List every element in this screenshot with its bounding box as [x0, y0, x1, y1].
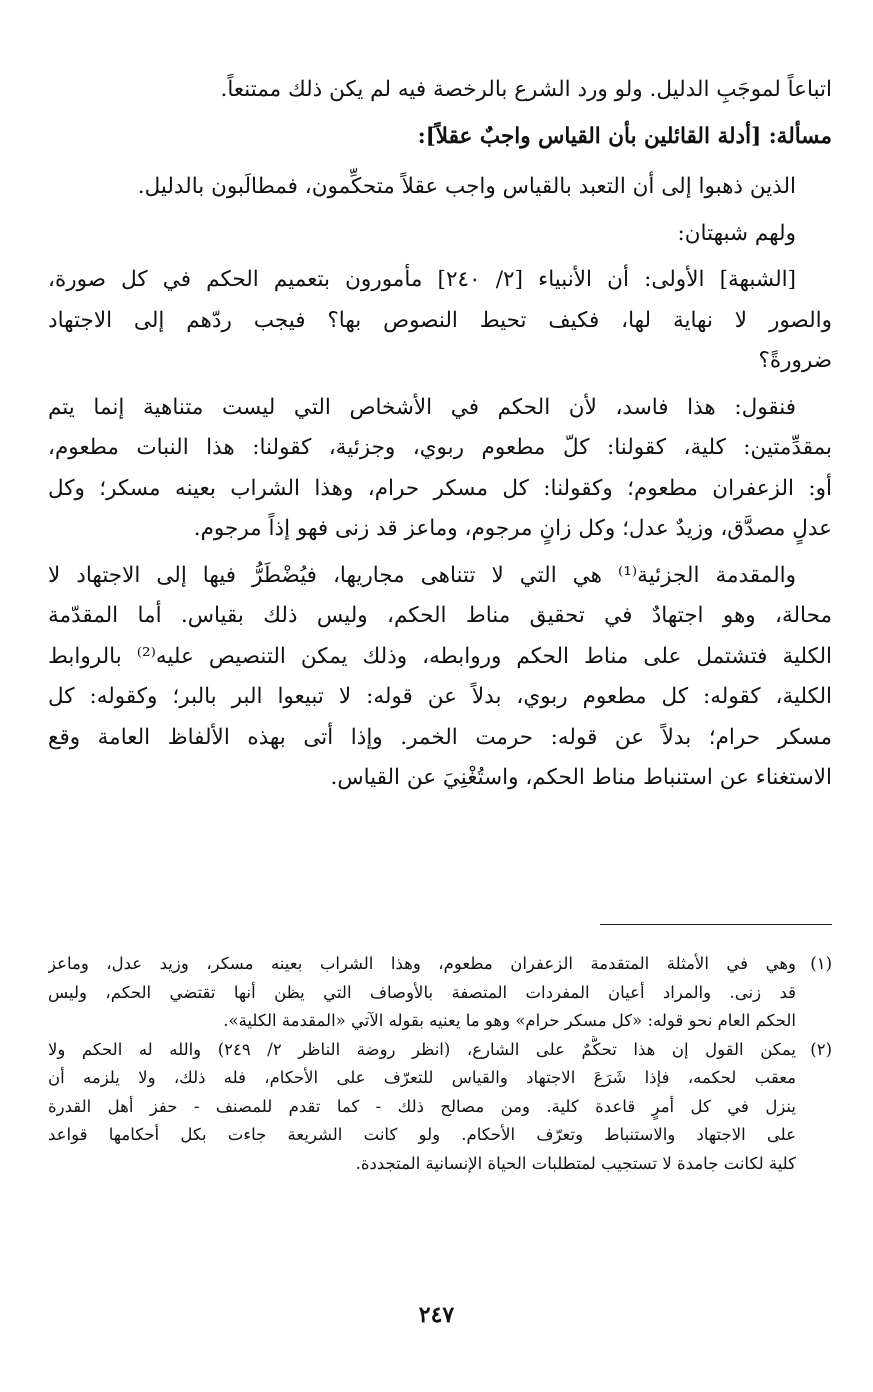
text-line: ضرورةً؟: [758, 348, 832, 373]
footnote-line: على الاجتهاد والاستنباط وتعرّف الأحكام. ولو كانت الشريعة جاءت بكل أحكامها قواعد: [48, 1125, 796, 1144]
page-number: ٢٤٧: [418, 1302, 455, 1328]
text-line: عدلٍ مصدَّق، وزيدٌ عدل؛ وكل زانٍ مرجوم، وماعز قد زنى فهو إذاً مرجوم.: [193, 516, 832, 541]
footnote-line: ينزل في كل أمرٍ قاعدة كلية. ومن مصالح ذلك - كما تقدم للمصنف - حفز أهل القدرة: [48, 1096, 796, 1116]
text-line: أو: الزعفران مطعوم؛ وكقولنا: كل مسكر حرام، وهذا الشراب بعينه مسكر؛ وكل: [48, 475, 832, 501]
footnote-number: (٢): [810, 1039, 832, 1059]
text-line: الكلية، كقوله: كل مطعوم ربوي، بدلاً عن قوله: لا تبيعوا البر بالبر؛ وكقوله: كل: [48, 684, 832, 709]
main-text: [48, 70, 832, 799]
text-line: الذين ذهبوا إلى أن التعبد بالقياس واجب عقلاً متحكِّمون، فمطالَبون بالدليل.: [137, 174, 796, 199]
text-line: والصور لا نهاية لها، فكيف تحيط النصوص بها؟ فيجب ردّهم إلى الاجتهاد: [48, 307, 832, 333]
footnotes: [48, 950, 832, 1178]
text-line: الاستغناء عن استنباط مناط الحكم، واستُغْنِيَ عن القياس.: [330, 765, 832, 790]
text-line: محالة، وهو اجتهادٌ في تحقيق مناط الحكم، وليس ذلك بقياس. أما المقدّمة: [48, 603, 832, 628]
text-line: فنقول: هذا فاسد، لأن الحكم في الأشخاص التي ليست متناهية إنما يتم: [48, 394, 796, 420]
text-line: [الشبهة] الأولى: أن الأنبياء [٢/ ٢٤٠] مأمورون بتعميم الحكم في كل صورة،: [48, 267, 796, 292]
section-heading: مسألة: [أدلة القائلين بأن القياس واجبٌ عقلاً]:: [417, 123, 832, 149]
text-line: بمقدِّمتين: كلية، كقولنا: كلّ مطعوم ربوي، وجزئية، كقولنا: هذا النبات مطعوم،: [48, 435, 832, 460]
footnote-line: [48, 1036, 832, 1065]
text-line: الكلية فتشتمل على مناط الحكم وروابطه، وذلك يمكن التنصيص عليه⁽²⁾ بالروابط: [48, 643, 832, 669]
footnote-line: الحكم العام نحو قوله: «كل مسكر حرام» وهو ما يعنيه بقوله الآتي «المقدمة الكلية».: [223, 1011, 796, 1030]
text-line: مسكر حرام؛ بدلاً عن قوله: حرمت الخمر. وإذا أتى بهذه الألفاظ العامة وقع: [48, 724, 832, 750]
footnote-line: معقب لحكمه، فإذا شَرَعَ الاجتهاد والقياس للتعرّف على الأحكام، فله ذلك، ولا يلزمه أن: [48, 1068, 796, 1087]
footnote-line: [48, 950, 832, 979]
text-line: والمقدمة الجزئية⁽¹⁾ هي التي لا تتناهى مجاريها، فيُضْطَرُّ فيها إلى الاجتهاد لا: [48, 562, 796, 588]
footnote-text: يمكن القول إن هذا تحكُّمٌ على الشارع، (انظر روضة الناظر ٢/ ٢٤٩) والله له الحكم ولا: [48, 1039, 796, 1059]
footnote-text: وهي في الأمثلة المتقدمة الزعفران مطعوم، وهذا الشراب بعينه مسكر، وزيد عدل، وماعز: [48, 954, 796, 973]
text-line: اتباعاً لموجَبِ الدليل. ولو ورد الشرع بالرخصة فيه لم يكن ذلك ممتنعاً.: [220, 77, 832, 102]
text-line: ولهم شبهتان:: [677, 220, 796, 246]
footnote-line: كلية لكانت جامدة لا تستجيب لمتطلبات الحياة الإنسانية المتجددة.: [355, 1153, 796, 1173]
footnote-number: (١): [810, 954, 832, 973]
footnote-separator: [600, 924, 832, 925]
footnote-line: قد زنى. والمراد أعيان المفردات المتصفة بالأوصاف التي يظن أنها تقتضي الحكم، وليس: [48, 982, 796, 1002]
